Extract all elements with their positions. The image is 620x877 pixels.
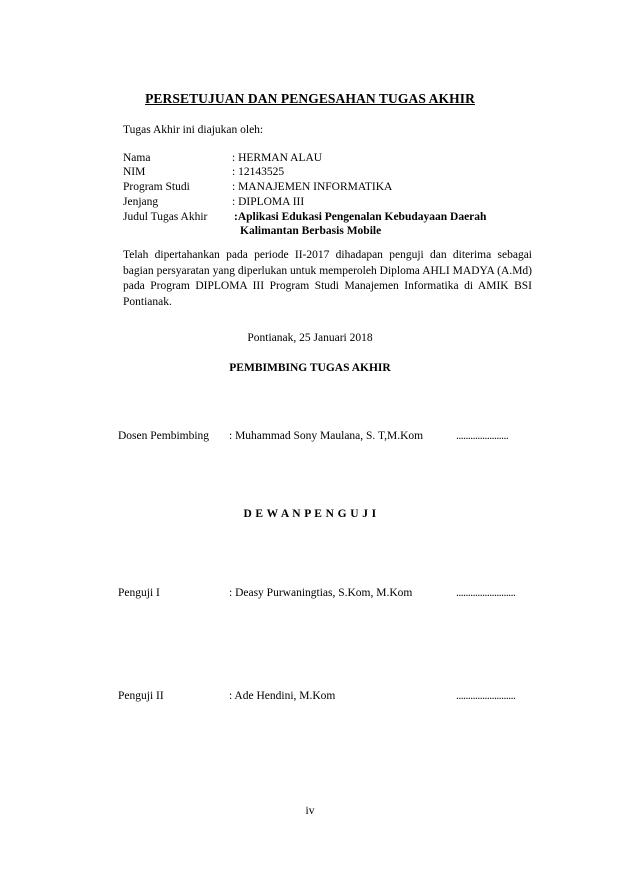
field-label-jenjang: Jenjang bbox=[123, 196, 159, 208]
penguji-2-label: Penguji II bbox=[118, 690, 164, 702]
penguji-1-label: Penguji I bbox=[118, 587, 160, 599]
field-label-nama: Nama bbox=[123, 152, 151, 164]
page-title: PERSETUJUAN DAN PENGESAHAN TUGAS AKHIR bbox=[145, 91, 475, 106]
pembimbing-heading: PEMBIMBING TUGAS AKHIR bbox=[229, 362, 391, 374]
pembimbing-signature-line: ...................... bbox=[456, 430, 509, 442]
field-value-judul: :Aplikasi Edukasi Pengenalan Kebudayaan Daerah bbox=[234, 211, 487, 223]
penguji-1-signature-line: ......................... bbox=[456, 587, 516, 599]
place-date: Pontianak, 25 Januari 2018 bbox=[247, 332, 373, 344]
field-value-nama: : HERMAN ALAU bbox=[232, 152, 323, 164]
dewan-penguji-heading: D E W A N P E N G U J I bbox=[243, 508, 377, 520]
penguji-2-signature-line: ......................... bbox=[456, 690, 516, 702]
penguji-2-name: : Ade Hendini, M.Kom bbox=[229, 690, 336, 702]
pembimbing-name: : Muhammad Sony Maulana, S. T,M.Kom bbox=[229, 430, 424, 442]
field-label-nim: NIM bbox=[123, 166, 146, 178]
field-label-judul: Judul Tugas Akhir bbox=[123, 211, 208, 223]
field-value-nim: : 12143525 bbox=[232, 166, 285, 178]
field-value-judul-line2: Kalimantan Berbasis Mobile bbox=[240, 225, 382, 237]
field-label-program-studi: Program Studi bbox=[123, 181, 190, 193]
field-value-program-studi: : MANAJEMEN INFORMATIKA bbox=[232, 181, 393, 193]
pembimbing-label: Dosen Pembimbing bbox=[118, 430, 210, 442]
penguji-1-name: : Deasy Purwaningtias, S.Kom, M.Kom bbox=[229, 587, 413, 599]
page-number: iv bbox=[305, 805, 315, 817]
statement-paragraph: Telah dipertahankan pada periode II-2017 dihadapan penguji dan diterima sebagai bagian persyaratan yang diperlukan untuk memperoleh Diploma AHLI MADYA (A.Md) pada Program DIPLOMA III Program Studi Manajemen Informatika di AMIK BSI Pontianak. bbox=[123, 249, 532, 308]
intro-text: Tugas Akhir ini diajukan oleh: bbox=[123, 124, 264, 136]
field-value-jenjang: : DIPLOMA III bbox=[232, 196, 305, 208]
